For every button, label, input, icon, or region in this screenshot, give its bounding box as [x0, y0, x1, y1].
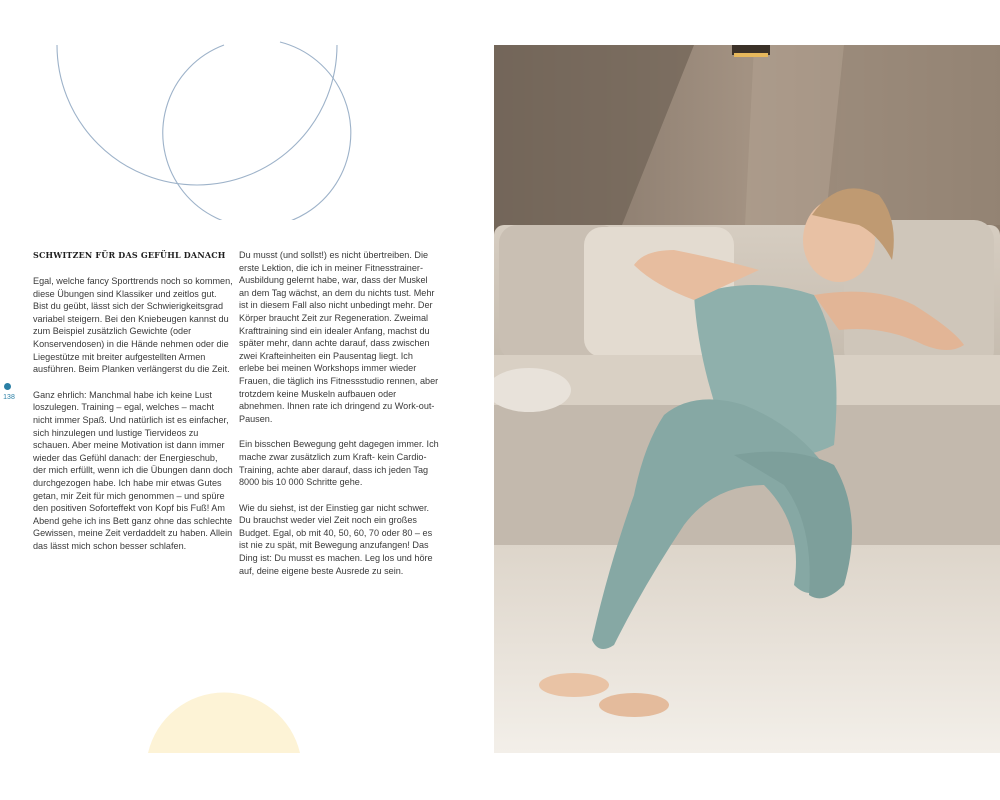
paragraph: Du musst (und sollst!) es nicht übertreiben. Die erste Lektion, die ich in meiner Fitnesstrainer-Ausbildung gelernt habe, war, dass der Muskel an dem Tag wächst, an dem du nichts tust. Mehr ist in diesem Fall also nicht unbedingt mehr. Der Körper braucht Zeit zur Regeneration. Zweimal Krafttraining sind ein idealer Anfang, machst du später mehr, dann achte darauf, dass zwischen zwei Krafteinheiten ein Pausentag liegt. Ich erlebe bei meinen Workshops immer wieder Frauen, die täglich ins Fitnessstudio rennen, aber trotzdem keine Muskeln aufbauen oder abnehmen. Ihnen rate ich dringend zu Work-out-Pausen. [239, 250, 439, 424]
decorative-circles [0, 0, 480, 220]
circle-outline-left [57, 45, 337, 185]
page-marker-dot [4, 383, 11, 390]
decorative-yellow-circle [140, 635, 310, 755]
section-heading: SCHWITZEN FÜR DAS GEFÜHL DANACH [33, 250, 226, 260]
text-column-left [33, 249, 233, 565]
paragraph: Egal, welche fancy Sporttrends noch so kommen, diese Übungen sind Klassiker und zeitlos gut. Bist du geübt, lässt sich der Schwierigkeitsgrad variabel steigern. Bei den Kniebeugen kannst du zum Beispiel zusätzlich Gewichte (oder Konservendosen) in die Hände nehmen oder die Liegestütze mit breiter aufgestellten Armen ausführen. Beim Planken verlängerst du die Zeit. [33, 276, 233, 375]
paragraph: Ganz ehrlich: Manchmal habe ich keine Lust loszulegen. Training – egal, welches – macht nicht immer Spaß. Und natürlich ist es einfacher, sich hinzulegen und lustige Tiervideos zu schauen. Aber meine Motivation ist dann immer wieder das Gefühl danach: der Energieschub, der mich erfüllt, wenn ich die Übungen dann doch durchgezogen habe. Ich habe mir etwas Gutes getan, mir Zeit für mich genommen – und spüre den positiven Soforteffekt von Kopf bis Fuß! Am Abend gehe ich ins Bett ganz ohne das schlechte Gewissen, meine Zeit verdaddelt zu haben. Allein das lässt mich schon besser schlafen. [33, 389, 233, 551]
paragraph: Wie du siehst, ist der Einstieg gar nicht schwer. Du brauchst weder viel Zeit noch ein großes Budget. Egal, ob mit 40, 50, 60, 70 oder 80 – es ist nie zu spät, mit Bewegung anzufangen! Das Ding ist: Du musst es machen. Leg los und höre auf, deine eigene beste Ausrede zu sein. [239, 502, 433, 576]
circle-outline-right [163, 42, 351, 220]
woman-stretching-photo [494, 45, 1000, 753]
text-column-right [239, 249, 439, 590]
page-number: 138 [3, 394, 15, 401]
paragraph: Ein bisschen Bewegung geht dagegen immer. Ich mache zwar zusätzlich zum Kraft- kein Cardio-Training, achte aber darauf, dass ich jeden Tag 8000 bis 10 000 Schritte gehe. [239, 439, 439, 488]
photo-illustration [494, 45, 1000, 753]
